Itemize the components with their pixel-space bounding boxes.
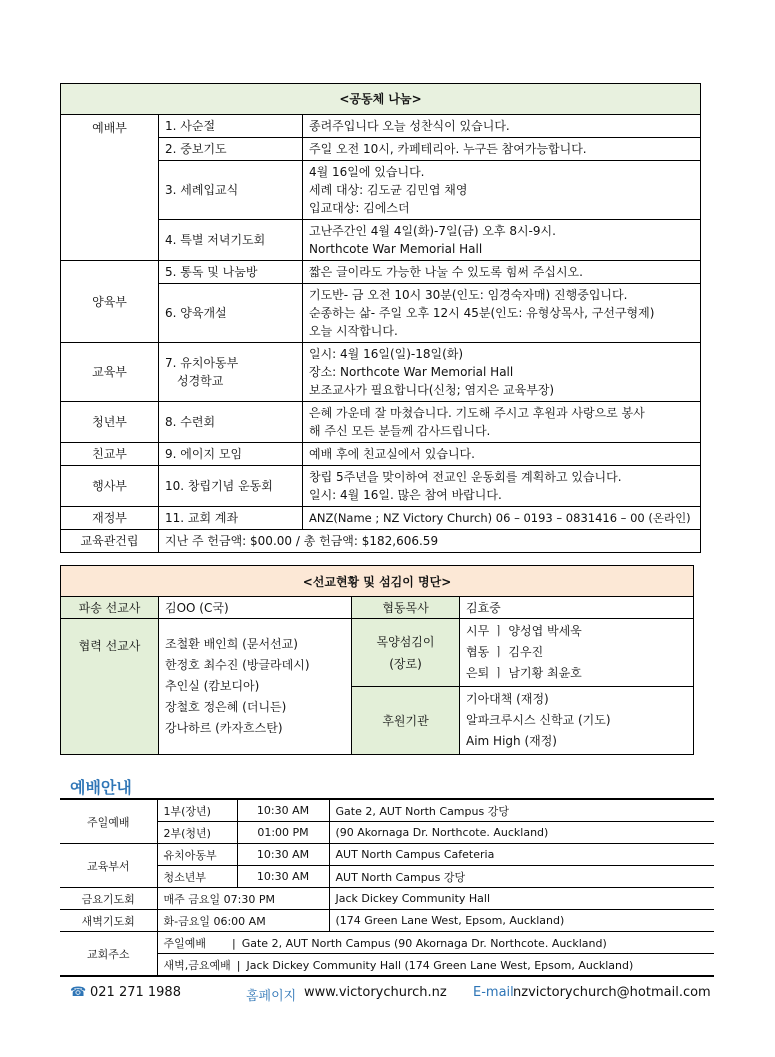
- content-evening-prayer: [303, 220, 701, 261]
- dept-youth: 청년부: [61, 402, 159, 443]
- service-1-name: 1부(장년): [157, 799, 237, 822]
- content-line: Northcote War Memorial Hall: [309, 242, 483, 256]
- dawn-label: 새벽기도회: [60, 910, 157, 932]
- content-age-meeting: 예배 후에 친교실에서 있습니다.: [303, 443, 701, 466]
- mission-table: [60, 565, 694, 755]
- item-baptism: 3. 세례입교식: [159, 161, 303, 220]
- content-line: 장소: Northcote War Memorial Hall: [309, 365, 514, 379]
- item-vbs: [159, 343, 303, 402]
- content-line: 해 주신 모든 분들께 감사드립니다.: [309, 424, 491, 438]
- address-sunday-value: Gate 2, AUT North Campus (90 Akornaga Dr. Northcote. Auckland): [241, 936, 607, 950]
- coop-missionary-label: 협력 선교사: [61, 619, 159, 755]
- address-sunday-name: 주일예배: [163, 936, 207, 950]
- content-line: 4월 16일에 있습니다.: [309, 165, 425, 179]
- item-line: 7. 유치아동부: [165, 356, 239, 370]
- separator: |: [232, 936, 236, 950]
- content-lent: 종려주입니다 오늘 성찬식이 있습니다.: [303, 115, 701, 138]
- list-item: Aim High (재정): [466, 734, 557, 748]
- content-baptism: [303, 161, 701, 220]
- phone-icon: ☎: [70, 985, 87, 1000]
- content-line: 기도반- 금 오전 10시 30분(인도: 임경숙자매) 진행중입니다.: [309, 288, 628, 302]
- content-reading: 짧은 글이라도 가능한 나눌 수 있도록 힘써 주십시오.: [303, 261, 701, 284]
- address-label: 교회주소: [60, 932, 157, 977]
- item-intercession: 2. 중보기도: [159, 138, 303, 161]
- item-lent: 1. 사순절: [159, 115, 303, 138]
- content-line: 순종하는 삶- 주일 오후 12시 45분(인도: 유형상목사, 구선구형제): [309, 306, 655, 320]
- content-line: 고난주간인 4월 4일(화)-7일(금) 오후 8시-9시.: [309, 224, 556, 238]
- item-nurture-class: 6. 양육개설: [159, 284, 303, 343]
- list-item: 한정호 최수진 (방글라데시): [165, 658, 310, 672]
- email-link[interactable]: nzvictorychurch@hotmail.com: [513, 985, 711, 1000]
- mission-title: <선교현황 및 섬김이 명단>: [61, 566, 694, 597]
- teens-time: 10:30 AM: [237, 866, 329, 888]
- list-item: 협동 ㅣ 김우진: [466, 645, 544, 659]
- content-vbs: [303, 343, 701, 402]
- friday-label: 금요기도회: [60, 888, 157, 910]
- elder-label: [352, 619, 460, 687]
- dept-nurture: 양육부: [61, 261, 159, 343]
- service-2-time: 01:00 PM: [237, 822, 329, 844]
- content-line: 입교대상: 김에스더: [309, 201, 410, 215]
- homepage-link[interactable]: www.victorychurch.nz: [304, 985, 447, 1000]
- content-intercession: 주일 오전 10시, 카페테리아. 누구든 참여가능합니다.: [303, 138, 701, 161]
- dept-building: 교육관건립: [61, 530, 159, 553]
- coop-missionary-list: [159, 619, 352, 755]
- address-dawn-name: 새벽,금요예배: [163, 958, 231, 972]
- homepage-label: 홈페이지: [246, 989, 297, 1004]
- dept-fellowship: 친교부: [61, 443, 159, 466]
- dawn-time: 화-금요일 06:00 AM: [157, 910, 329, 932]
- content-sports-day: [303, 466, 701, 507]
- item-age-meeting: 9. 에이지 모임: [159, 443, 303, 466]
- service-2-place: (90 Akornaga Dr. Northcote. Auckland): [329, 822, 714, 844]
- item-reading: 5. 통독 및 나눔방: [159, 261, 303, 284]
- separator: |: [236, 958, 241, 972]
- address-sunday: [157, 932, 714, 954]
- dept-events: 행사부: [61, 466, 159, 507]
- elder-label-line: (장로): [389, 656, 422, 671]
- community-sharing-table: [60, 83, 701, 553]
- content-retreat: [303, 402, 701, 443]
- item-retreat: 8. 수련회: [159, 402, 303, 443]
- content-line: 세례 대상: 김도균 김민엽 채영: [309, 183, 468, 197]
- content-line: 보조교사가 필요합니다(신청; 염지은 교육부장): [309, 383, 555, 397]
- worship-guide-table: [60, 798, 714, 977]
- friday-time: 매주 금요일 07:30 PM: [157, 888, 329, 910]
- content-line: 일시: 4월 16일. 많은 참여 바랍니다.: [309, 488, 502, 502]
- kids-name: 유치아동부: [157, 844, 237, 866]
- community-sharing-title: <공동체 나눔>: [61, 84, 701, 115]
- list-item: 조철환 배인희 (문서선교): [165, 637, 298, 651]
- list-item: 기아대책 (재정): [466, 692, 549, 706]
- list-item: 알파크루시스 신학교 (기도): [466, 713, 611, 727]
- item-evening-prayer: 4. 특별 저녁기도회: [159, 220, 303, 261]
- sent-missionary-label: 파송 선교사: [61, 597, 159, 619]
- elder-list: [460, 619, 694, 687]
- content-line: 오늘 시작합니다.: [309, 324, 398, 338]
- teens-name: 청소년부: [157, 866, 237, 888]
- service-1-time: 10:30 AM: [237, 799, 329, 822]
- item-sports-day: 10. 창립기념 운동회: [159, 466, 303, 507]
- dept-finance: 재정부: [61, 507, 159, 530]
- list-item: 시무 ㅣ 양성엽 박세욱: [466, 624, 582, 638]
- address-dawn: [157, 954, 714, 977]
- phone-number[interactable]: 021 271 1988: [90, 985, 181, 1000]
- item-line: 성경학교: [177, 374, 224, 388]
- teens-place: AUT North Campus 강당: [329, 866, 714, 888]
- content-line: 창립 5주년을 맞이하여 전교인 운동회를 계획하고 있습니다.: [309, 470, 622, 484]
- service-2-name: 2부(청년): [157, 822, 237, 844]
- school-label: 교육부서: [60, 844, 157, 888]
- dawn-place: (174 Green Lane West, Epsom, Auckland): [329, 910, 714, 932]
- worship-guide-title: 예배안내: [70, 778, 132, 797]
- list-item: 추인실 (캄보디아): [165, 679, 260, 693]
- sunday-label: 주일예배: [60, 799, 157, 844]
- address-dawn-value: Jack Dickey Community Hall (174 Green Lane West, Epsom, Auckland): [246, 958, 634, 972]
- kids-place: AUT North Campus Cafeteria: [329, 844, 714, 866]
- content-line: 일시: 4월 16일(일)-18일(화): [309, 347, 464, 361]
- sponsor-list: [460, 687, 694, 755]
- content-building: 지난 주 헌금액: $00.00 / 총 헌금액: $182,606.59: [159, 530, 701, 553]
- friday-place: Jack Dickey Community Hall: [329, 888, 714, 910]
- pastor-value: 김효중: [460, 597, 694, 619]
- sent-missionary-value: 김OO (C국): [159, 597, 352, 619]
- content-account: ANZ(Name ; NZ Victory Church) 06 – 0193 – 0831416 – 00 (온라인): [303, 507, 701, 530]
- list-item: 장철호 정은혜 (더니든): [165, 700, 287, 714]
- content-line: 은혜 가운데 잘 마쳤습니다. 기도해 주시고 후원과 사랑으로 봉사: [309, 406, 645, 420]
- list-item: 강나하르 (카자흐스탄): [165, 721, 283, 735]
- sponsor-label: 후원기관: [352, 687, 460, 755]
- service-1-place: Gate 2, AUT North Campus 강당: [329, 799, 714, 822]
- email-label: E-mail: [473, 985, 514, 1000]
- item-account: 11. 교회 계좌: [159, 507, 303, 530]
- content-nurture-class: [303, 284, 701, 343]
- kids-time: 10:30 AM: [237, 844, 329, 866]
- dept-worship: 예배부: [61, 115, 159, 261]
- dept-education: 교육부: [61, 343, 159, 402]
- elder-label-line: 목양섬김이: [376, 634, 435, 649]
- list-item: 은퇴 ㅣ 남기황 최윤호: [466, 666, 582, 680]
- pastor-label: 협동목사: [352, 597, 460, 619]
